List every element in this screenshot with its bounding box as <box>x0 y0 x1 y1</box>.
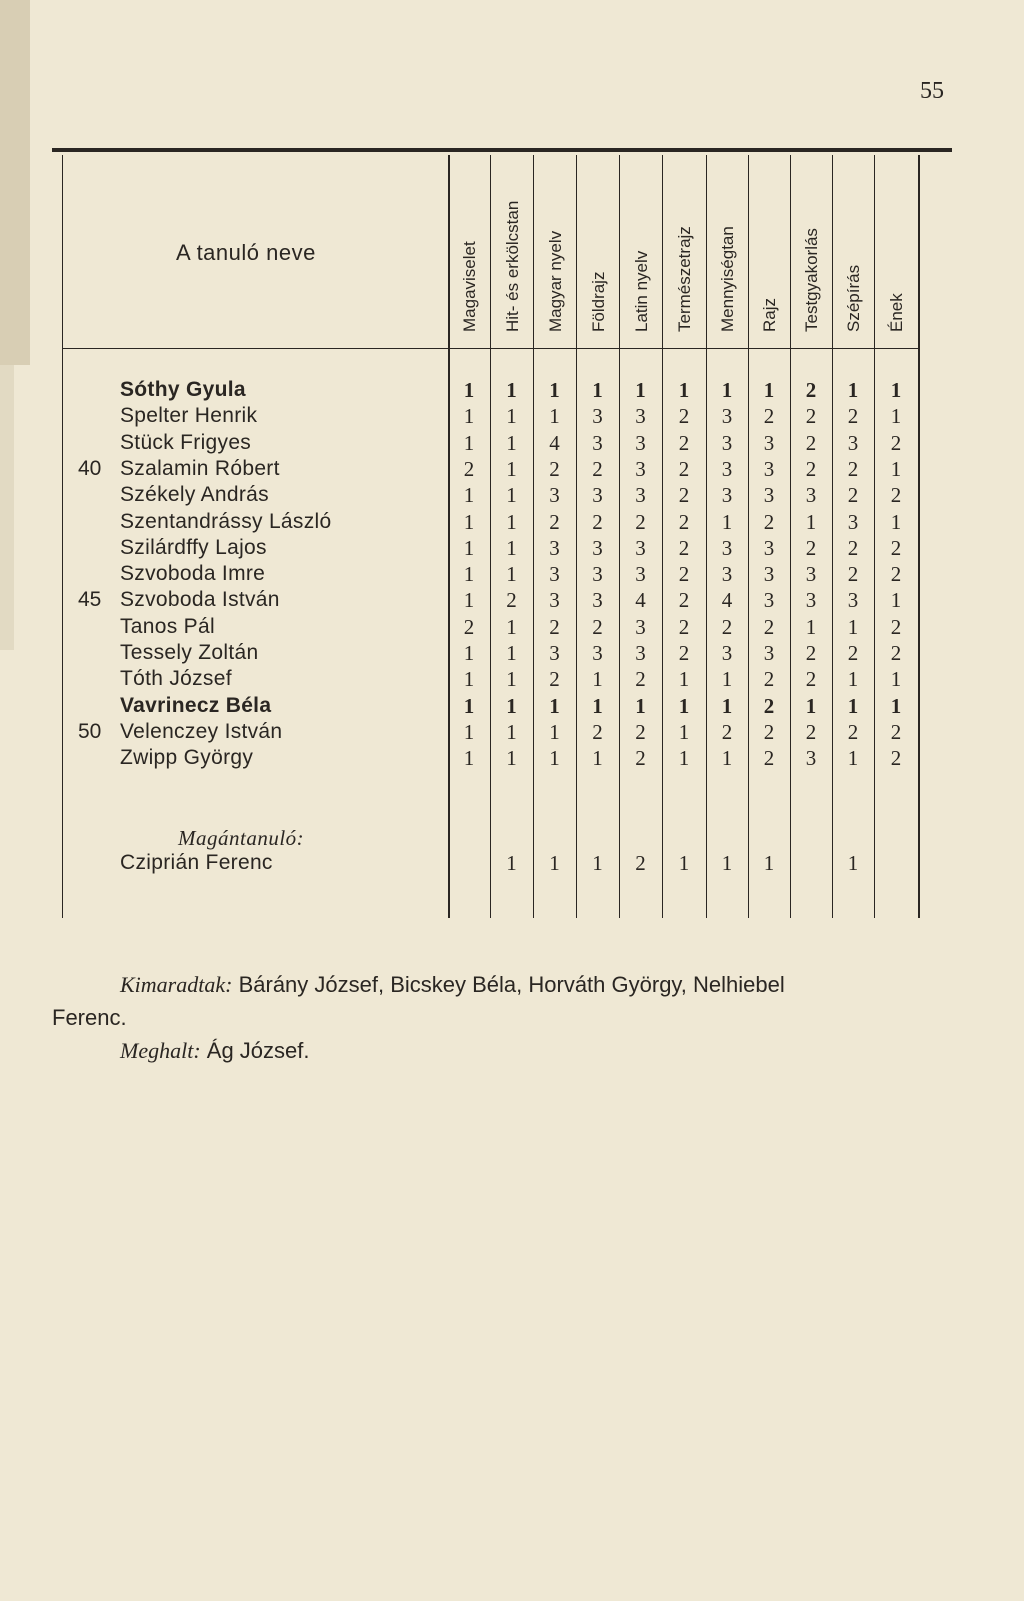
grade-cell: 3 <box>763 535 775 560</box>
grade-cell: 2 <box>890 641 902 665</box>
grade-cell: 3 <box>592 483 603 508</box>
grade-cell: 2 <box>763 509 775 534</box>
grade-cell: 2 <box>847 483 859 508</box>
subject-label: Földrajz <box>588 271 608 332</box>
table-row <box>0 431 1024 457</box>
dropped-out-names: Bárány József, Bicskey Béla, Horváth György, Nelhiebel <box>238 972 785 997</box>
name-column-header: A tanuló neve <box>176 240 316 265</box>
table-row <box>0 746 1024 772</box>
grade-cell: 3 <box>721 456 733 481</box>
grade-cell: 3 <box>635 614 646 639</box>
grade-cell: 1 <box>721 851 733 875</box>
grade-cell: 2 <box>805 404 817 429</box>
grade-cell: 3 <box>805 746 817 771</box>
grade-cell: 2 <box>847 641 859 665</box>
grade-cell: 3 <box>549 562 560 587</box>
grade-cell: 2 <box>847 535 859 560</box>
grade-cell: 1 <box>721 509 733 534</box>
grade-cell: 3 <box>805 562 817 587</box>
grade-cell: 3 <box>847 509 859 534</box>
grade-cell: 2 <box>463 456 475 481</box>
grade-cell: 2 <box>721 719 733 744</box>
grade-cell: 3 <box>847 430 859 455</box>
private-student-heading: Magántanuló: <box>178 826 305 850</box>
student-name: Szvoboda István <box>120 588 280 612</box>
grade-cell: 3 <box>549 535 560 560</box>
grade-cell: 1 <box>592 667 603 692</box>
grade-cell: 2 <box>678 456 690 481</box>
grade-cell: 2 <box>678 614 690 639</box>
grade-cell: 2 <box>763 614 775 639</box>
grade-cell: 3 <box>635 456 646 481</box>
grade-cell: 1 <box>592 746 603 771</box>
grade-cell: 2 <box>847 719 859 744</box>
grade-cell: 3 <box>549 588 560 613</box>
table-row <box>0 615 1024 641</box>
book-spine-shadow <box>0 0 30 365</box>
grade-cell: 1 <box>847 378 859 402</box>
student-name: Szilárdffy Lajos <box>120 535 267 559</box>
grade-cell: 3 <box>721 562 733 587</box>
subject-label: Mennyiségtan <box>718 226 737 332</box>
grade-cell: 1 <box>678 693 690 718</box>
grade-cell: 2 <box>805 430 817 455</box>
grade-cell: 1 <box>678 746 690 771</box>
grade-cell: 2 <box>463 614 475 639</box>
grade-cell: 3 <box>847 588 859 613</box>
died-names: Ág József. <box>206 1038 310 1063</box>
header-rule <box>62 348 920 349</box>
student-name: Tanos Pál <box>120 614 215 638</box>
grade-cell: 2 <box>678 404 690 429</box>
grade-cell: 2 <box>549 614 560 639</box>
grade-cell: 2 <box>763 667 775 692</box>
grade-cell: 2 <box>805 535 817 560</box>
grade-cell: 2 <box>549 456 560 481</box>
grade-cell: 1 <box>721 746 733 771</box>
grade-cell: 2 <box>678 588 690 613</box>
subject-label: Természetrajz <box>675 226 694 332</box>
grade-cell: 1 <box>890 404 902 429</box>
grade-cell: 1 <box>847 614 859 639</box>
grade-cell: 1 <box>890 456 902 481</box>
subject-label: Latin nyelv <box>631 250 651 332</box>
row-number: 45 <box>78 588 102 612</box>
dropped-out-continuation: Ferenc. <box>52 1005 127 1030</box>
grade-cell: 2 <box>763 404 775 429</box>
grade-cell: 1 <box>678 719 690 744</box>
grade-cell: 1 <box>463 746 475 771</box>
grade-cell: 1 <box>506 562 517 587</box>
grade-cell: 2 <box>678 509 690 534</box>
grade-cell: 1 <box>890 378 902 402</box>
grade-cell: 2 <box>890 614 902 639</box>
dropped-out-label: Kimaradtak: <box>120 972 233 997</box>
grade-cell: 2 <box>678 430 690 455</box>
grade-cell: 2 <box>635 667 646 692</box>
grade-cell: 3 <box>805 483 817 508</box>
died-note <box>52 1034 972 1067</box>
grade-cell: 1 <box>506 456 517 481</box>
table-row <box>0 720 1024 746</box>
dropped-out-note <box>52 968 972 1001</box>
table-row <box>0 694 1024 720</box>
subject-header <box>502 200 523 352</box>
grade-cell: 1 <box>506 719 517 744</box>
grade-cell: 1 <box>847 851 859 875</box>
grade-cell: 1 <box>506 667 517 692</box>
grade-cell: 3 <box>721 535 733 560</box>
student-name: Tessely Zoltán <box>120 641 259 664</box>
grade-cell: 1 <box>463 641 475 665</box>
grade-cell: 1 <box>549 719 560 744</box>
grade-cell: 1 <box>506 509 517 534</box>
grade-cell: 2 <box>763 746 775 771</box>
grade-cell: 2 <box>506 588 517 613</box>
grade-cell: 3 <box>549 483 560 508</box>
grade-cell: 1 <box>463 562 475 587</box>
subject-label: Hit- és erkölcstan <box>502 200 522 332</box>
subject-label: Rajz <box>760 297 779 332</box>
grade-cell: 1 <box>890 509 902 534</box>
grade-cell: 1 <box>506 693 517 718</box>
grade-cell: 2 <box>847 404 859 429</box>
grade-cell: 1 <box>506 430 517 455</box>
grade-cell: 1 <box>463 588 475 613</box>
table-row <box>0 483 1024 509</box>
grade-cell: 1 <box>506 404 517 429</box>
student-name: Vavrinecz Béla <box>120 693 272 717</box>
grade-cell: 2 <box>678 483 690 508</box>
grade-cell: 1 <box>805 509 817 534</box>
grade-cell: 1 <box>463 509 475 534</box>
table-row <box>0 378 1024 404</box>
grade-cell: 1 <box>463 693 475 718</box>
grade-cell: 3 <box>592 641 603 665</box>
grade-cell: 1 <box>506 746 517 771</box>
grade-cell: 2 <box>678 562 690 587</box>
grade-cell: 1 <box>549 851 560 875</box>
grade-cell: 2 <box>890 483 902 508</box>
table-row <box>0 667 1024 693</box>
grade-cell: 4 <box>635 588 646 613</box>
notes <box>52 968 972 1067</box>
grade-cell: 2 <box>592 456 603 481</box>
grade-cell: 3 <box>721 430 733 455</box>
grade-cell: 3 <box>635 404 646 429</box>
student-name: Zwipp György <box>120 746 254 770</box>
student-name: Székely András <box>120 483 269 507</box>
subject-header <box>802 228 822 352</box>
grade-cell: 2 <box>847 562 859 587</box>
grade-cell: 4 <box>549 430 560 455</box>
grade-cell: 3 <box>592 404 603 429</box>
grade-cell: 1 <box>763 378 775 402</box>
table-row <box>0 562 1024 588</box>
grade-cell: 1 <box>890 667 902 692</box>
grade-cell: 1 <box>847 746 859 771</box>
grade-cell: 1 <box>506 614 517 639</box>
grade-cell: 1 <box>463 667 475 692</box>
grade-cell: 1 <box>463 430 475 455</box>
table-row <box>0 641 1024 667</box>
table-row <box>0 404 1024 430</box>
grade-cell: 3 <box>763 483 775 508</box>
grade-cell: 1 <box>463 719 475 744</box>
grade-cell: 1 <box>463 404 475 429</box>
subject-header <box>887 293 907 352</box>
student-name: Szalamin Róbert <box>120 456 280 480</box>
grade-cell: 2 <box>805 378 817 402</box>
subject-header <box>718 226 738 352</box>
grade-cell: 1 <box>721 693 733 718</box>
grade-cell: 2 <box>678 535 690 560</box>
student-name: Cziprián Ferenc <box>120 851 273 874</box>
grade-cell: 3 <box>592 588 603 613</box>
row-number: 50 <box>78 719 102 743</box>
subject-label: Testgyakorlás <box>802 228 821 332</box>
subject-label: Magyar nyelv <box>545 230 565 332</box>
grade-cell: 2 <box>763 693 775 718</box>
table-row <box>0 510 1024 536</box>
subject-label: Szépírás <box>844 264 863 332</box>
grade-cell: 3 <box>721 404 733 429</box>
grade-cell: 1 <box>805 693 817 718</box>
subject-header <box>588 271 609 352</box>
grade-cell: 2 <box>635 851 646 875</box>
table-row <box>0 588 1024 614</box>
grade-cell: 3 <box>721 641 733 665</box>
table-row <box>0 536 1024 562</box>
grade-cell: 1 <box>721 378 733 402</box>
grade-cell: 1 <box>463 483 475 508</box>
grade-cell: 3 <box>592 562 603 587</box>
grade-cell: 2 <box>805 456 817 481</box>
grade-cell: 1 <box>635 378 646 402</box>
subject-header <box>631 250 652 352</box>
grade-cell: 1 <box>506 641 517 665</box>
grade-cell: 3 <box>592 535 603 560</box>
grade-cell: 1 <box>678 851 690 875</box>
grade-cell: 2 <box>890 562 902 587</box>
grade-cell: 1 <box>890 693 902 718</box>
grade-cell: 3 <box>763 641 775 665</box>
grade-cell: 2 <box>635 509 646 534</box>
grade-cell: 3 <box>763 562 775 587</box>
grade-cell: 3 <box>763 456 775 481</box>
grade-cell: 1 <box>592 378 603 402</box>
subject-header <box>844 264 864 352</box>
page-number: 55 <box>920 78 944 104</box>
grade-cell: 2 <box>847 456 859 481</box>
grade-cell: 3 <box>763 588 775 613</box>
row-number: 40 <box>78 456 102 480</box>
grade-cell: 3 <box>635 562 646 587</box>
grade-cell: 2 <box>549 667 560 692</box>
grade-cell: 3 <box>721 483 733 508</box>
student-name: Stück Frigyes <box>120 430 252 454</box>
grade-cell: 2 <box>592 614 603 639</box>
grade-cell: 1 <box>549 746 560 771</box>
grade-cell: 2 <box>763 719 775 744</box>
grade-cell: 1 <box>721 667 733 692</box>
subject-label: Ének <box>887 293 906 332</box>
grade-cell: 1 <box>549 404 560 429</box>
grade-cell: 1 <box>635 693 646 718</box>
grade-cell: 2 <box>592 719 603 744</box>
grade-cell: 2 <box>805 641 817 665</box>
grade-cell: 2 <box>805 667 817 692</box>
table-row <box>0 457 1024 483</box>
subject-header <box>675 226 695 352</box>
grade-cell: 4 <box>721 588 733 613</box>
student-name: Szentandrássy László <box>120 509 332 533</box>
grade-cell: 3 <box>592 430 603 455</box>
grade-cell: 1 <box>506 851 517 875</box>
grade-cell: 1 <box>847 693 859 718</box>
grade-cell: 1 <box>463 535 475 560</box>
grade-cell: 1 <box>678 378 690 402</box>
student-name: Spelter Henrik <box>120 404 258 428</box>
grade-cell: 2 <box>890 719 902 744</box>
grade-cell: 2 <box>635 746 646 771</box>
grade-cell: 2 <box>549 509 560 534</box>
grade-cell: 2 <box>890 535 902 560</box>
student-name: Sóthy Gyula <box>120 378 246 401</box>
grade-cell: 1 <box>506 483 517 508</box>
grade-cell: 2 <box>635 719 646 744</box>
grade-cell: 3 <box>549 641 560 665</box>
grade-cell: 1 <box>592 693 603 718</box>
grade-cell: 3 <box>635 535 646 560</box>
grade-cell: 1 <box>847 667 859 692</box>
private-student-row <box>0 851 1024 877</box>
grade-cell: 2 <box>805 719 817 744</box>
died-label: Meghalt: <box>120 1038 201 1063</box>
grade-cell: 1 <box>592 851 603 875</box>
grade-cell: 3 <box>635 430 646 455</box>
grade-cell: 2 <box>890 430 902 455</box>
subject-header <box>760 297 780 352</box>
grade-cell: 3 <box>635 483 646 508</box>
grade-cell: 1 <box>549 378 560 402</box>
subject-header <box>545 230 566 352</box>
grade-cell: 2 <box>592 509 603 534</box>
grade-cell: 1 <box>506 378 517 402</box>
grade-cell: 1 <box>890 588 902 613</box>
grade-cell: 3 <box>805 588 817 613</box>
table-top-rule <box>52 148 952 152</box>
grade-cell: 1 <box>549 693 560 718</box>
student-name: Tóth József <box>120 667 232 691</box>
grade-cell: 2 <box>678 641 690 665</box>
grade-cell: 3 <box>635 641 646 665</box>
grade-cell: 1 <box>463 378 475 402</box>
student-name: Velenczey István <box>120 719 283 743</box>
grade-cell: 2 <box>890 746 902 771</box>
grade-cell: 1 <box>678 667 690 692</box>
subject-label: Magaviselet <box>460 241 479 332</box>
grade-cell: 1 <box>506 535 517 560</box>
grade-cell: 3 <box>763 430 775 455</box>
grade-cell: 1 <box>763 851 775 875</box>
grade-cell: 2 <box>721 614 733 639</box>
subject-header <box>460 241 480 352</box>
student-name: Szvoboda Imre <box>120 562 266 586</box>
grade-cell: 1 <box>805 614 817 639</box>
